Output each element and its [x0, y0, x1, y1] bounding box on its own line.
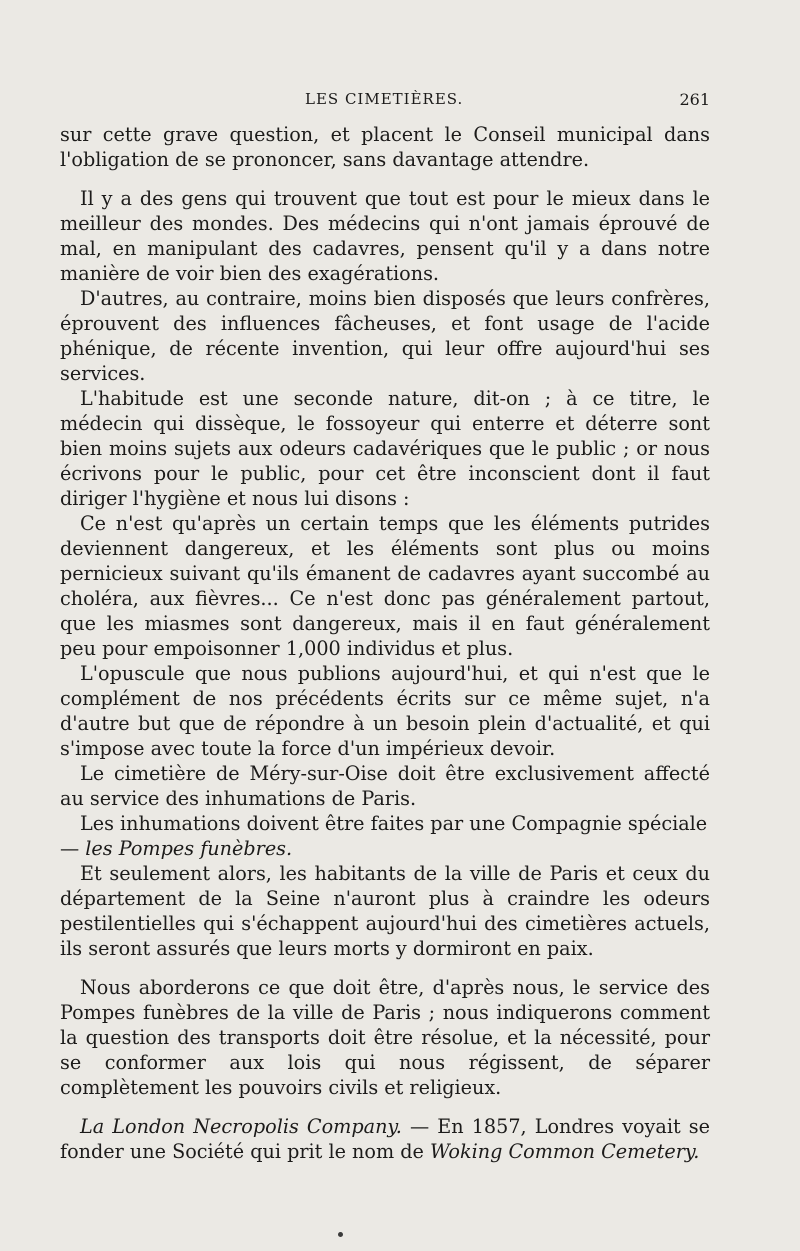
italic-name: Woking Common Cemetery. — [430, 1140, 700, 1163]
paragraph: Nous aborderons ce que doit être, d'après nous, le service des Pompes funèbres de la ville de Paris ; nous indiquerons comment la question des transports doit être résolue, et la nécessité, pour se conformer aux lois qui nous régissent, de séparer complètement les pouvoirs civils et religieux. — [60, 976, 710, 1099]
paragraph: L'habitude est une seconde nature, dit-on ; à ce titre, le médecin qui dissèque, le fossoyeur qui enterre et déterre sont bien moins sujets aux odeurs cadavériques que le public ; or nous écrivons pour le public, pour cet être inconscient dont il faut diriger l'hygiène et nous lui disons : — [60, 387, 710, 510]
paragraph-italic-continuation — [60, 836, 710, 861]
paragraph: L'opuscule que nous publions aujourd'hui, et qui n'est que le complément de nos précédents écrits sur ce même sujet, n'a d'autre but que de répondre à un besoin plein d'actualité, et qui s'impose avec toute la force d'un impérieux devoir. — [60, 662, 710, 760]
body-text — [60, 122, 710, 1164]
italic-heading: La London Necropolis Company. — [80, 1115, 402, 1138]
page-number: 261 — [679, 90, 710, 109]
paragraph: D'autres, au contraire, moins bien disposés que leurs confrères, éprouvent des influences fâcheuses, et font usage de l'acide phénique, de récente invention, qui leur offre aujourd'hui ses services. — [60, 287, 710, 385]
paragraph-text: — En 1857, Londres voyait se fonder une Société qui prit le nom de — [60, 1115, 710, 1163]
paragraph: Et seulement alors, les habitants de la ville de Paris et ceux du département de la Seine n'auront plus à craindre les odeurs pestilentielles qui s'échappent aujourd'hui des cimetières actuels, ils seront assurés que leurs morts y dormiront en paix. — [60, 862, 710, 960]
paragraph: Il y a des gens qui trouvent que tout est pour le mieux dans le meilleur des mondes. Des médecins qui n'ont jamais éprouvé de mal, en manipulant des cadavres, pensent qu'il y a dans notre manière de voir bien des exagérations. — [60, 187, 710, 285]
paragraph: Ce n'est qu'après un certain temps que les éléments putrides deviennent dangereux, et les éléments sont plus ou moins pernicieux suivant qu'ils émanent de cadavres ayant succombé au choléra, aux fièvres... Ce n'est donc pas généralement partout, que les miasmes sont dangereux, mais il en faut généralement peu pour empoisonner 1,000 individus et plus. — [60, 512, 710, 660]
running-head — [60, 90, 710, 112]
paragraph: Les inhumations doivent être faites par une Compagnie spéciale — [80, 812, 708, 835]
em-dash: — — [60, 837, 80, 860]
paragraph-section-start — [60, 1114, 710, 1164]
paragraph-continued: sur cette grave question, et placent le Conseil municipal dans l'obligation de se prononcer, sans davantage attendre. — [60, 123, 710, 171]
printer-mark — [338, 1232, 343, 1237]
italic-phrase: les Pompes funèbres. — [85, 837, 293, 860]
running-head-title: LES CIMETIÈRES. — [305, 90, 464, 108]
paragraph: Le cimetière de Méry-sur-Oise doit être exclusivement affecté au service des inhumations de Paris. — [60, 762, 710, 810]
